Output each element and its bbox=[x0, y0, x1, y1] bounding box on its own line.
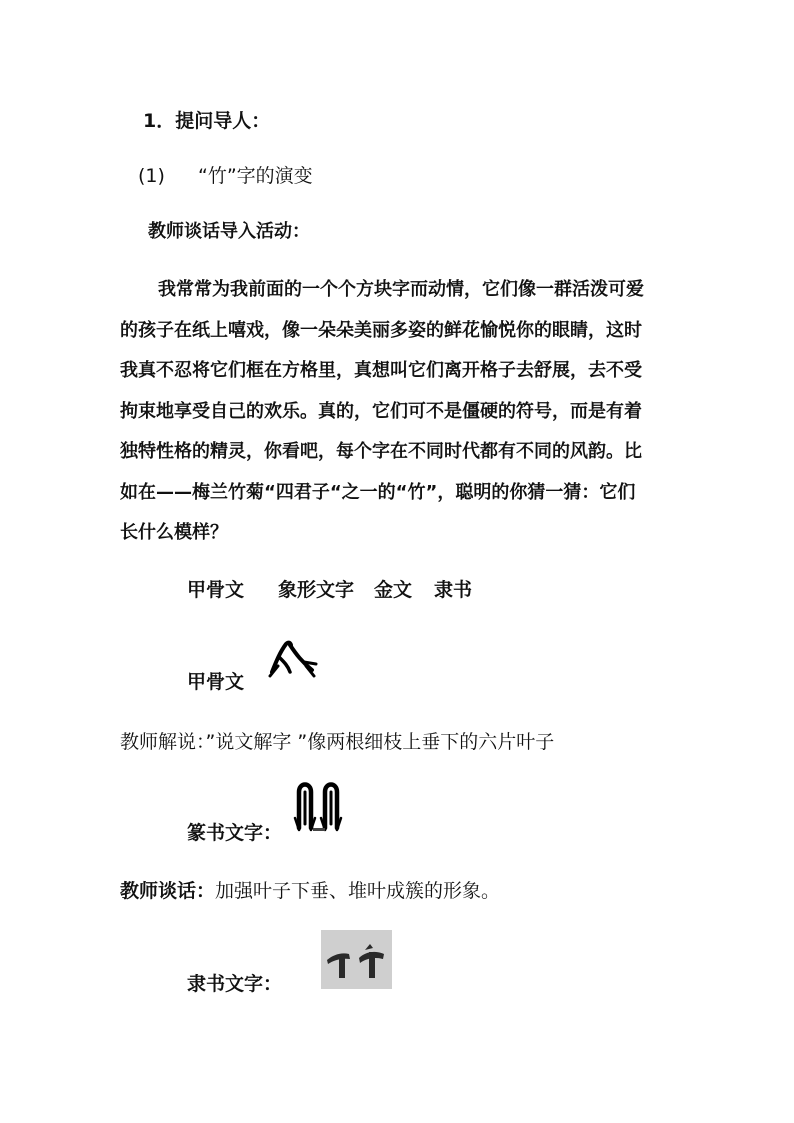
intro-paragraph bbox=[120, 270, 690, 554]
subsection-title: “竹”字的演变 bbox=[198, 165, 313, 187]
script-type-pictographic: 象形文字 bbox=[278, 579, 355, 601]
script-types-row bbox=[187, 575, 472, 602]
teacher-talk-text: 加强叶子下垂、堆叶成簇的形象。 bbox=[215, 880, 501, 902]
paragraph-line: 如在——梅兰竹菊“四君子“之一的“竹”，聪明的你猜一猜：它们 bbox=[120, 481, 636, 503]
clerical-bamboo-glyph bbox=[321, 930, 392, 989]
oracle-label: 甲骨文 bbox=[187, 671, 245, 693]
subsection-number: (1) bbox=[138, 165, 165, 187]
paragraph-line: 我真不忍将它们框在方格里，真想叫它们离开格子去舒展，去不受 bbox=[120, 360, 642, 381]
subsection-heading bbox=[138, 161, 313, 188]
oracle-bamboo-glyph bbox=[268, 636, 320, 678]
paragraph-line: 拘束地享受自己的欢乐。真的，它们可不是僵硬的符号，而是有着 bbox=[120, 400, 642, 422]
paragraph-line: 的孩子在纸上嘻戏，像一朵朵美丽多姿的鲜花愉悦你的眼睛，这时 bbox=[120, 319, 642, 341]
lead-label: 教师谈话导入活动： bbox=[148, 221, 310, 242]
paragraph-line: 长什么模样？ bbox=[120, 522, 228, 543]
teacher-talk-label: 教师谈话： bbox=[120, 880, 216, 902]
clerical-bamboo-image bbox=[321, 930, 392, 989]
teacher-explanation: 教师解说：”说文解字 ”像两根细枝上垂下的六片叶子 bbox=[120, 731, 555, 753]
clerical-label: 隶书文字： bbox=[187, 973, 283, 995]
script-type-clerical: 隶书 bbox=[434, 579, 473, 601]
script-type-bronze: 金文 bbox=[374, 579, 413, 601]
paragraph-line: 独特性格的精灵，你看吧，每个字在不同时代都有不同的风韵。比 bbox=[120, 441, 642, 462]
seal-label: 篆书文字： bbox=[187, 822, 283, 844]
section-heading: 1．提问导人： bbox=[143, 110, 271, 132]
script-type-oracle: 甲骨文 bbox=[187, 579, 245, 601]
seal-bamboo-glyph bbox=[293, 778, 354, 837]
teacher-talk bbox=[120, 876, 500, 903]
paragraph-line: 我常常为我前面的一个个方块字而动情，它们像一群活泼可爱 bbox=[158, 279, 644, 300]
